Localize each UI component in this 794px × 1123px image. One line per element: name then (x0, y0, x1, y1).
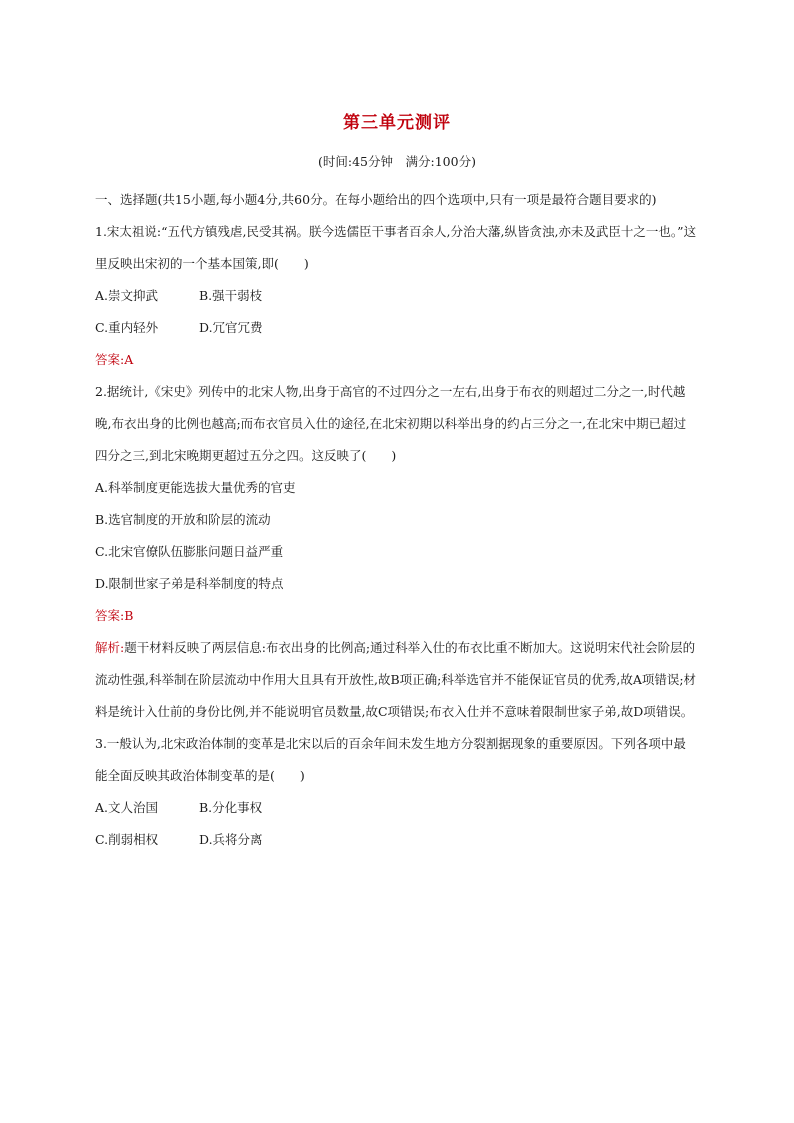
question-1-options-row-2 (95, 312, 698, 344)
q1-option-b: B.强干弱枝 (199, 288, 263, 303)
q2-option-c: C.北宋官僚队伍膨胀问题日益严重 (95, 544, 284, 559)
analysis-text: 题干材料反映了两层信息:布衣出身的比例高;通过科举入仕的布衣比重不断加大。这说明宋代社会阶层的流动性强,科举制在阶层流动中作用大且具有开放性,故B项正确;科举选官并不能保证官员的优秀,故A项错误;材料是统计入仕前的身份比例,并不能说明官员数量,故C项错误;布衣入仕并不意味着限制世家子弟,故D项错误。 (95, 640, 697, 719)
exam-info: (时间:45分钟 满分:100分) (318, 154, 476, 169)
q3-option-b: B.分化事权 (199, 800, 263, 815)
page-title: 第三单元测评 (343, 113, 451, 133)
q3-option-c: C.削弱相权 (95, 832, 159, 847)
question-2-stem: 2.据统计,《宋史》列传中的北宋人物,出身于高官的不过四分之一左右,出身于布衣的则超过二分之一,时代越晚,布衣出身的比例也越高;而布衣官员入仕的途径,在北宋初期以科举出身的约占三分之一,在北宋中期已超过四分之三,到北宋晚期更超过五分之四。这反映了( ) (95, 384, 687, 463)
q2-option-d: D.限制世家子弟是科举制度的特点 (95, 576, 284, 591)
q1-option-a: A.崇文抑武 (95, 288, 159, 303)
section-heading: 一、选择题(共15小题,每小题4分,共60分。在每小题给出的四个选项中,只有一项是最符合题目要求的) (95, 192, 657, 207)
q3-option-d: D.兵将分离 (199, 832, 263, 847)
q2-analysis (95, 632, 698, 728)
question-3-options-row-1 (95, 792, 698, 824)
q2-option-b: B.选官制度的开放和阶层的流动 (95, 512, 271, 527)
analysis-label: 解析: (95, 640, 125, 655)
q3-option-a: A.文人治国 (95, 800, 159, 815)
q1-option-c: C.重内轻外 (95, 320, 159, 335)
q2-answer: 答案:B (95, 608, 134, 623)
question-3-options-row-2 (95, 824, 698, 856)
exam-content (95, 184, 698, 856)
question-3-stem: 3.一般认为,北宋政治体制的变革是北宋以后的百余年间未发生地方分裂割据现象的重要原因。下列各项中最能全面反映其政治体制变革的是( ) (95, 736, 686, 783)
q2-option-a: A.科举制度更能选拔大量优秀的官吏 (95, 480, 296, 495)
q1-option-d: D.冗官冗费 (199, 320, 263, 335)
question-1-options-row-1 (95, 280, 698, 312)
question-1-stem: 1.宋太祖说:“五代方镇残虐,民受其祸。朕今选儒臣干事者百余人,分治大藩,纵皆贪浊,亦未及武臣十之一也。”这里反映出宋初的一个基本国策,即( ) (95, 224, 697, 271)
q1-answer: 答案:A (95, 352, 134, 367)
